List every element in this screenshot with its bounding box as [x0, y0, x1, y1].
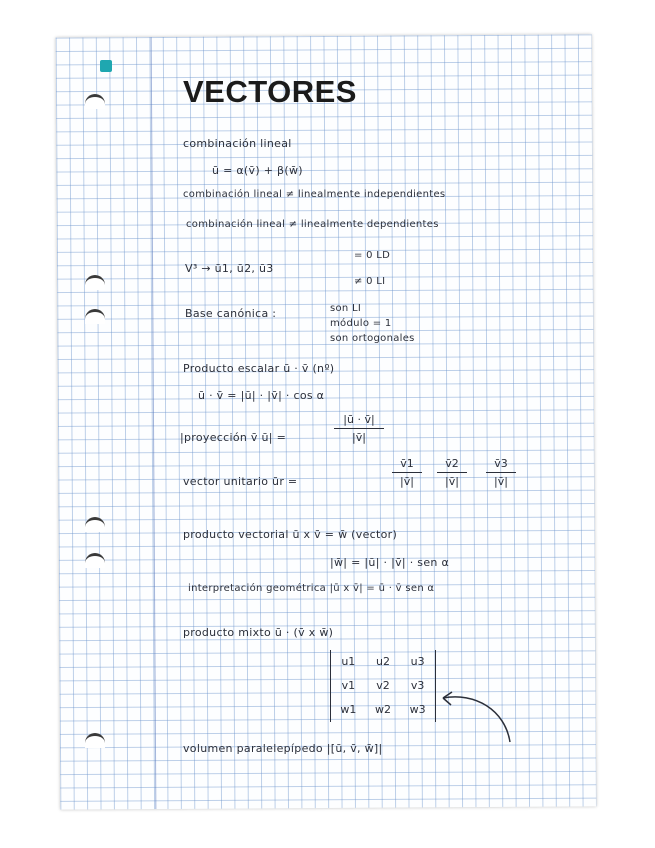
note-line: producto vectorial ū x v̄ = w̄ (vector): [183, 528, 398, 541]
note-line: interpretación geométrica |ū x v̄| = ū · v̄ sen α: [188, 583, 435, 594]
curved-arrow-icon: [425, 680, 525, 750]
determinant-matrix: [330, 650, 436, 722]
binder-hole: [85, 275, 105, 290]
fraction-numerator: v̄1: [400, 457, 414, 470]
fraction-bar: [486, 472, 516, 473]
page-tab-marker: [100, 60, 112, 72]
fraction-denominator: |v̄|: [352, 431, 366, 444]
matrix-row: [331, 674, 435, 698]
matrix-cell: u1: [341, 655, 356, 668]
page-title: VECTORES: [183, 74, 357, 109]
matrix-row: [331, 698, 435, 722]
matrix-cell: w2: [374, 703, 391, 716]
margin-line: [151, 37, 157, 809]
note-line: |w̄| = |ū| · |v̄| · sen α: [330, 556, 450, 569]
matrix-cell: v1: [341, 679, 356, 692]
note-line: |proyección v̄ ū| =: [180, 431, 287, 444]
binder-hole: [85, 733, 105, 748]
matrix-cell: v2: [376, 679, 390, 692]
unit-fraction: [437, 457, 467, 488]
matrix-cell: w1: [340, 703, 357, 716]
projection-fraction: [334, 413, 384, 444]
note-line: combinación lineal ≠ linealmente independientes: [183, 189, 446, 200]
fraction-denominator: |v̄|: [494, 475, 508, 488]
matrix-cell: v3: [410, 679, 425, 692]
binder-hole: [85, 517, 105, 532]
fraction-bar: [392, 472, 422, 473]
binder-hole: [85, 309, 105, 324]
binder-hole: [85, 553, 105, 568]
unit-fraction: [392, 457, 422, 488]
note-line: son LI: [330, 303, 362, 314]
fraction-denominator: |v̄|: [400, 475, 414, 488]
note-line: ū · v̄ = |ū| · |v̄| · cos α: [198, 389, 325, 402]
note-line: Producto escalar ū · v̄ (nº): [183, 362, 335, 375]
fraction-bar: [437, 472, 467, 473]
note-line: son ortogonales: [330, 333, 415, 344]
note-line: volumen paralelepípedo |[ū, v̄, w̄]|: [183, 742, 383, 755]
note-line: V³ → ū1, ū2, ū3: [185, 262, 274, 275]
note-line: = 0 LD: [354, 250, 391, 261]
note-line: módulo = 1: [330, 318, 392, 329]
binder-hole: [85, 94, 105, 109]
fraction-denominator: |v̄|: [445, 475, 459, 488]
note-line: ū = α(v̄) + β(w̄): [212, 164, 303, 177]
note-line: producto mixto ū · (v̄ x w̄): [183, 626, 334, 639]
note-line: combinación lineal ≠ linealmente dependientes: [186, 219, 439, 230]
matrix-cell: u2: [375, 655, 390, 668]
unit-fraction: [486, 457, 516, 488]
note-line: combinación lineal: [183, 137, 292, 150]
note-line: vector unitario ūr =: [183, 475, 298, 488]
note-line: ≠ 0 LI: [354, 276, 386, 287]
fraction-numerator: v̄2: [445, 457, 459, 470]
matrix-row: [331, 650, 435, 674]
matrix-cell: u3: [410, 655, 425, 668]
note-line: Base canónica :: [185, 307, 277, 320]
fraction-numerator: |ū · v̄|: [343, 413, 375, 426]
matrix-cell: w3: [409, 703, 426, 716]
fraction-numerator: v̄3: [494, 457, 508, 470]
fraction-bar: [334, 428, 384, 429]
